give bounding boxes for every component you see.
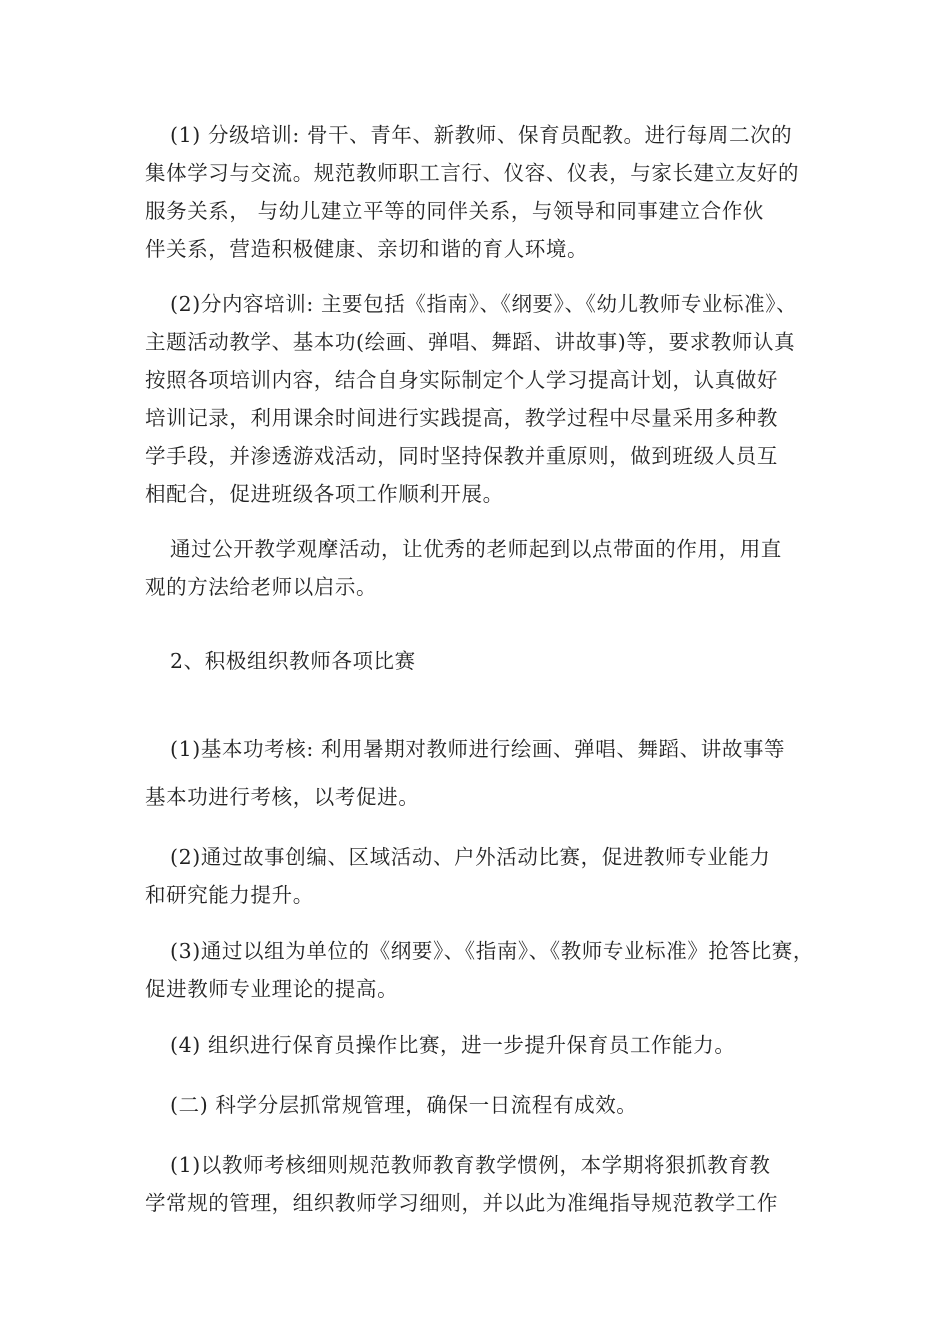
text-line: (1)基本功考核: 利用暑期对教师进行绘画、弹唱、舞蹈、讲故事等	[170, 737, 786, 761]
text-line: (3)通过以组为单位的《纲要》、《指南》、《教师专业标准》抢答比赛，	[170, 939, 814, 963]
text-line: 2、积极组织教师各项比赛	[170, 649, 416, 673]
text-line: 观的方法给老师以启示。	[145, 575, 378, 599]
paragraph-quiz-competition	[145, 932, 814, 1008]
text-line: 基本功进行考核，以考促进。	[145, 785, 420, 809]
text-line: 主题活动教学、基本功(绘画、弹唱、舞蹈、讲故事)等，要求教师认真	[145, 330, 796, 354]
paragraph-graded-training	[145, 116, 810, 268]
text-line: 学常规的管理，组织教师学习细则，并以此为准绳指导规范教学工作	[145, 1191, 778, 1215]
paragraph-caregiver-competition	[145, 1026, 810, 1064]
paragraph-teacher-assessment	[145, 1146, 810, 1222]
text-line: 伴关系，营造积极健康、亲切和谐的育人环境。	[145, 237, 589, 261]
text-line: (1) 分级培训: 骨干、青年、新教师、保育员配教。进行每周二次的	[170, 123, 793, 147]
text-line: (二) 科学分层抓常规管理，确保一日流程有成效。	[170, 1093, 638, 1117]
paragraph-open-teaching	[145, 530, 810, 606]
text-line: 服务关系， 与幼儿建立平等的同伴关系，与领导和同事建立合作伙	[145, 199, 765, 223]
text-line: (2)分内容培训: 主要包括《指南》、《纲要》、《幼儿教师专业标准》、	[170, 292, 798, 316]
paragraph-story-competition	[145, 838, 810, 914]
text-line: 按照各项培训内容，结合自身实际制定个人学习提高计划，认真做好	[145, 368, 778, 392]
text-line: 通过公开教学观摩活动，让优秀的老师起到以点带面的作用，用直	[170, 537, 782, 561]
paragraph-basic-skills-continued	[145, 778, 810, 816]
text-line: 集体学习与交流。规范教师职工言行、仪容、仪表，与家长建立友好的	[145, 161, 800, 185]
text-line: (4) 组织进行保育员操作比赛，进一步提升保育员工作能力。	[170, 1033, 736, 1057]
text-line: 相配合，促进班级各项工作顺利开展。	[145, 482, 504, 506]
text-line: 和研究能力提升。	[145, 883, 314, 907]
text-line: 培训记录，利用课余时间进行实践提高，教学过程中尽量采用多种教	[145, 406, 778, 430]
section-heading-routine-management	[145, 1086, 810, 1124]
text-line: (2)通过故事创编、区域活动、户外活动比赛，促进教师专业能力	[170, 845, 771, 869]
section-heading-competitions	[145, 642, 810, 680]
text-line: 促进教师专业理论的提高。	[145, 977, 399, 1001]
paragraph-basic-skills-assessment	[145, 730, 810, 768]
paragraph-content-training	[145, 285, 810, 513]
text-line: 学手段，并渗透游戏活动，同时坚持保教并重原则，做到班级人员互	[145, 444, 778, 468]
text-line: (1)以教师考核细则规范教师教育教学惯例，本学期将狠抓教育教	[170, 1153, 771, 1177]
